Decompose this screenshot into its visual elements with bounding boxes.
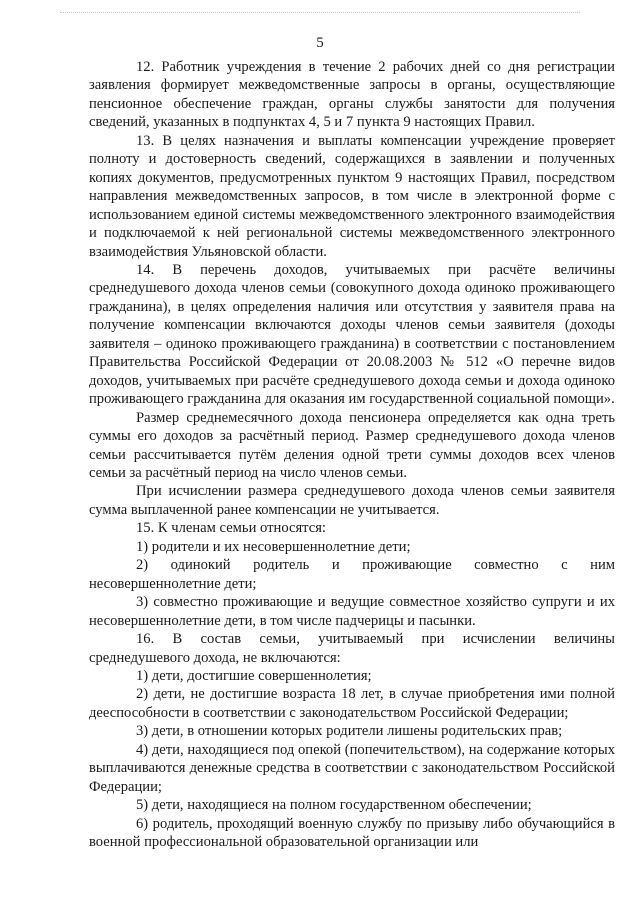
list-item-16-4: 4) дети, находящиеся под опекой (попечительством), на содержание которых выплачиваются денежные средства в соответствии с законодательством Российской Федерации; [89,741,615,795]
document-body [89,58,615,851]
paragraph-compensation-excluded: При исчислении размера среднедушевого дохода членов семьи заявителя сумма выплаченной ранее компенсации не учитывается. [89,483,615,518]
scan-edge-marks [60,12,580,14]
paragraph-12: 12. Работник учреждения в течение 2 рабочих дней со дня регистрации заявления формирует межведомственные запросы в органы, осуществляющие пенсионное обеспечение граждан, органы службы занятости для получения сведений, указанных в подпунктах 4, 5 и 7 пункта 9 настоящих Правил. [89,59,615,131]
paragraph-15: 15. К членам семьи относятся: [136,520,326,537]
list-item-16-6: 6) родитель, проходящий военную службу по призыву либо обучающийся в военной профессиональной образовательной организации или [89,815,615,851]
list-item-15-1: 1) родители и их несовершеннолетние дети; [136,538,411,555]
page-number: 5 [316,35,324,51]
paragraph-13: 13. В целях назначения и выплаты компенсации учреждение проверяет полноту и достоверность сведений, содержащихся в заявлении и полученных копиях документов, предусмотренных пунктом 9 настоящих Правил, посредством направления межведомственных запросов, в том числе в электронной форме с использованием единой системы межведомственного электронного взаимодействия и подключаемой к ней региональной системы межведомственного электронного взаимодействия Ульяновской области. [89,132,615,260]
list-item-16-2: 2) дети, не достигшие возраста 18 лет, в случае приобретения ими полной дееспособности в соответствии с законодательством Российской Федерации; [89,686,615,721]
list-item-16-3: 3) дети, в отношении которых родители лишены родительских прав; [136,723,563,740]
paragraph-16: 16. В состав семьи, учитываемый при исчислении величины среднедушевого дохода, не включаются: [89,631,615,666]
paragraph-average-income: Размер среднемесячного дохода пенсионера определяется как одна треть суммы его доходов за расчётный период. Размер среднедушевого дохода членов семьи рассчитывается путём деления одной трети суммы доходов всех членов семьи за расчётный период на число членов семьи. [89,409,615,481]
list-item-15-3: 3) совместно проживающие и ведущие совместное хозяйство супруги и их несовершеннолетние дети, в том числе падчерицы и пасынки. [89,594,615,629]
list-item-16-5: 5) дети, находящиеся на полном государственном обеспечении; [136,797,532,814]
paragraph-14: 14. В перечень доходов, учитываемых при расчёте величины среднедушевого дохода членов семьи (совокупного дохода одиноко проживающего гражданина), в целях определения наличия или отсутствия у заявителя права на получение компенсации включаются доходы членов семьи заявителя (доходы заявителя – одиноко проживающего гражданина) в соответствии с постановлением Правительства Российской Федерации от 20.08.2003 № 512 «О перечне видов доходов, учитываемых при расчёте среднедушевого дохода семьи и дохода одиноко проживающего гражданина для оказания им государственной социальной помощи». [89,261,615,408]
list-item-16-1: 1) дети, достигшие совершеннолетия; [136,667,372,684]
list-item-15-2: 2) одинокий родитель и проживающие совместно с ним несовершеннолетние дети; [89,557,615,592]
